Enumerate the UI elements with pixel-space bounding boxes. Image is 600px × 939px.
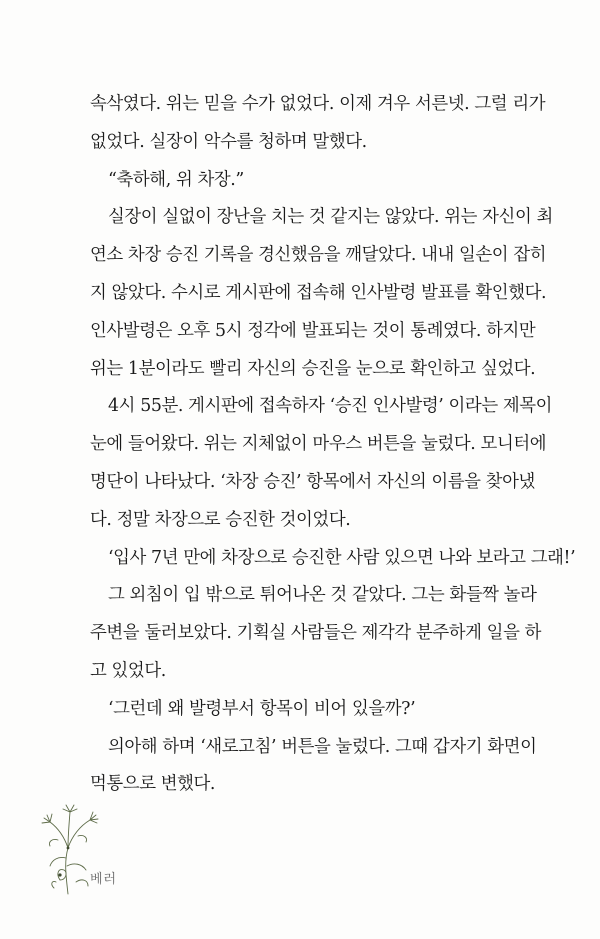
text-line: 위는 1분이라도 빨리 자신의 승진을 눈으로 확인하고 싶었다. <box>90 358 536 379</box>
text-line: 속삭였다. 위는 믿을 수가 없었다. 이제 겨우 서른넷. 그럴 리가 <box>90 94 546 114</box>
text-line: ‘그런데 왜 발령부서 항목이 비어 있을까?’ <box>108 698 416 719</box>
text-line: 없었다. 실장이 악수를 청하며 말했다. <box>90 131 367 152</box>
text-line: 눈에 들어왔다. 위는 지체없이 마우스 버튼을 눌렀다. 모니터에 <box>90 434 547 455</box>
text-line: 4시 55분. 게시판에 접속하자 ‘승진 인사발령’ 이라는 제목이 <box>108 396 553 417</box>
text-line: 명단이 나타났다. ‘차장 승진’ 항목에서 자신의 이름을 찾아냈 <box>90 471 535 492</box>
text-line: ‘입사 7년 만에 차장으로 승진한 사람 있으면 나와 보라고 그래!’ <box>108 547 576 568</box>
text-line: 먹통으로 변했다. <box>90 774 216 795</box>
page-footer-label: 베러 <box>90 872 118 887</box>
text-line: 연소 차장 승진 기록을 경신했음을 깨달았다. 내내 일손이 잡히 <box>90 245 547 266</box>
body-text <box>90 86 576 804</box>
text-line: 인사발령은 오후 5시 정각에 발표되는 것이 통례였다. 하지만 <box>90 320 536 341</box>
text-line: 의아해 하며 ‘새로고침’ 버튼을 눌렀다. 그때 갑자기 화면이 <box>108 736 537 757</box>
text-line: 다. 정말 차장으로 승진한 것이었다. <box>90 509 351 530</box>
text-line: 지 않았다. 수시로 게시판에 접속해 인사발령 발표를 확인했다. <box>90 282 547 303</box>
text-line: 실장이 실없이 장난을 치는 것 같지는 않았다. 위는 자신이 최 <box>108 207 553 228</box>
text-line: 그 외침이 입 밖으로 튀어나온 것 같았다. 그는 화들짝 놀라 <box>108 585 537 606</box>
text-line: “축하해, 위 차장.” <box>108 169 244 190</box>
text-line: 고 있었다. <box>90 660 166 681</box>
text-line: 주변을 둘러보았다. 기획실 사람들은 제각각 분주하게 일을 하 <box>90 623 542 644</box>
